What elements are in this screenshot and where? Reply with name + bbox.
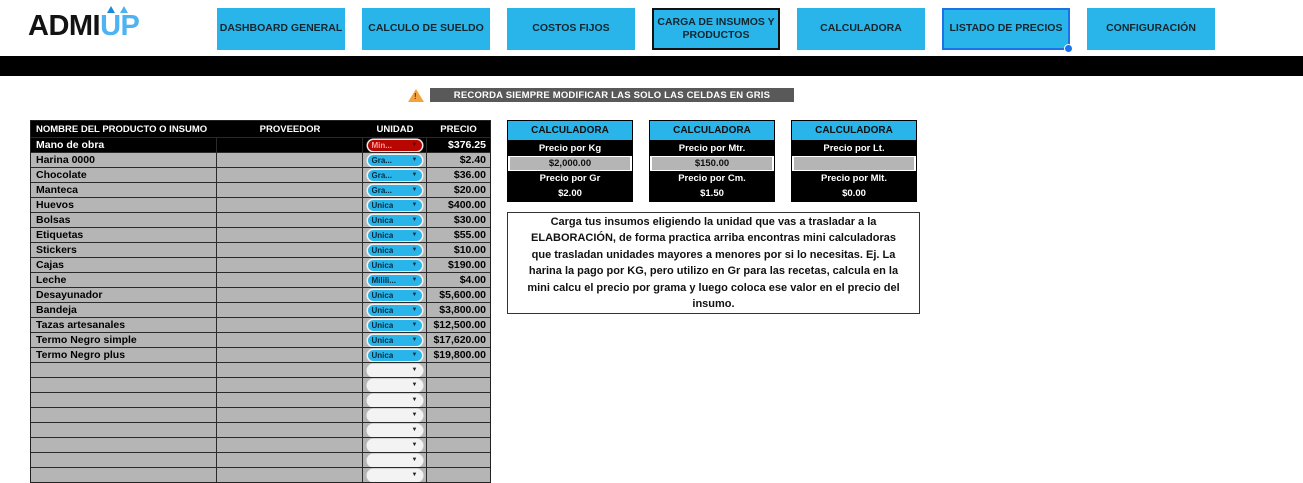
unit-dropdown[interactable] — [368, 335, 422, 346]
dropdown-arrow-icon: ▼ — [411, 322, 418, 328]
tab-label: CALCULO DE SUELDO — [368, 22, 484, 35]
product-name-cell[interactable] — [31, 453, 217, 467]
unidad-cell — [363, 168, 427, 182]
unidad-cell — [363, 318, 427, 332]
unidad-cell — [363, 408, 427, 422]
unidad-cell — [363, 393, 427, 407]
precio-cell[interactable]: $376.25 — [448, 139, 486, 151]
proveedor-cell[interactable] — [217, 138, 363, 152]
dropdown-arrow-icon: ▼ — [411, 232, 418, 238]
product-name-cell[interactable]: Termo Negro plus — [31, 348, 217, 362]
unidad-cell — [363, 423, 427, 437]
proveedor-cell[interactable] — [217, 243, 363, 257]
proveedor-cell[interactable] — [217, 183, 363, 197]
unit-dropdown-label: Gra... — [371, 185, 392, 195]
unit-dropdown-label: Unica — [371, 260, 394, 270]
table-row-empty — [31, 438, 490, 453]
proveedor-cell[interactable] — [217, 393, 363, 407]
table-row — [31, 258, 490, 273]
table-header-row — [31, 121, 490, 138]
calculator-row2-label: Precio por Mlt. — [792, 171, 916, 186]
product-name-cell[interactable]: Leche — [31, 273, 217, 287]
tab-dashboard-general[interactable] — [217, 8, 345, 50]
table-row — [31, 273, 490, 288]
unidad-cell — [363, 453, 427, 467]
column-header: UNIDAD — [376, 123, 414, 135]
calculator-row1-label: Precio por Kg — [508, 141, 632, 156]
proveedor-cell[interactable] — [217, 423, 363, 437]
product-name-cell[interactable] — [31, 438, 217, 452]
calculator-title: CALCULADORA — [508, 121, 632, 141]
header-divider-bar — [0, 56, 1303, 76]
table-row — [31, 153, 490, 168]
table-row — [31, 333, 490, 348]
unit-dropdown-label: Unica — [371, 245, 394, 255]
table-row — [31, 183, 490, 198]
unidad-cell — [363, 303, 427, 317]
unit-dropdown-label: Gra... — [371, 155, 392, 165]
proveedor-cell[interactable] — [217, 438, 363, 452]
logo-text-admi: ADMI — [28, 10, 101, 42]
proveedor-cell[interactable] — [217, 258, 363, 272]
unit-dropdown[interactable] — [368, 230, 422, 241]
tab-listado-de-precios[interactable] — [942, 8, 1070, 50]
proveedor-cell[interactable] — [217, 318, 363, 332]
unit-dropdown[interactable] — [368, 140, 422, 151]
unit-dropdown-label: Gra... — [371, 170, 392, 180]
unit-dropdown-label: Unica — [371, 335, 394, 345]
precio-cell[interactable]: $12,500.00 — [433, 319, 486, 331]
proveedor-cell[interactable] — [217, 408, 363, 422]
precio-cell[interactable]: $2.40 — [459, 154, 486, 166]
precio-cell[interactable] — [427, 408, 490, 422]
product-name-cell[interactable]: Manteca — [31, 183, 217, 197]
product-name-cell[interactable]: Stickers — [31, 243, 217, 257]
unit-dropdown[interactable] — [368, 365, 422, 376]
proveedor-cell[interactable] — [217, 198, 363, 212]
proveedor-cell[interactable] — [217, 348, 363, 362]
unidad-cell — [363, 258, 427, 272]
mini-calculator — [649, 120, 775, 202]
unit-dropdown[interactable] — [368, 290, 422, 301]
unit-dropdown[interactable] — [368, 170, 422, 181]
unit-dropdown-label: Unica — [371, 290, 394, 300]
unit-dropdown[interactable] — [368, 245, 422, 256]
calculator-row1-value[interactable]: $2,000.00 — [508, 156, 632, 171]
calculator-row1-label: Precio por Lt. — [792, 141, 916, 156]
calculator-row2-value: $0.00 — [792, 186, 916, 201]
product-name-cell[interactable] — [31, 408, 217, 422]
unit-dropdown-label: Min... — [371, 140, 392, 150]
mini-calculator — [791, 120, 917, 202]
dropdown-arrow-icon: ▼ — [411, 397, 418, 403]
product-name-cell[interactable]: Tazas artesanales — [31, 318, 217, 332]
product-name-cell[interactable]: Termo Negro simple — [31, 333, 217, 347]
instructions-box: Carga tus insumos eligiendo la unidad que vas a trasladar a la ELABORACIÓN, de forma practica arriba encontras mini calculadoras que trasladan unidades mayores a menores por si lo necesitas. Ej. La harina la pago por KG, pero utilizo en Gr para las recetas, calcula en la mini calcu el precio por grama y luego coloca ese valor en el precio del insumo. — [507, 212, 920, 314]
warning-triangle-icon: ! — [408, 89, 424, 102]
unidad-cell — [363, 273, 427, 287]
precio-cell[interactable] — [427, 438, 490, 452]
unit-dropdown-label: Unica — [371, 215, 394, 225]
dropdown-arrow-icon: ▼ — [411, 172, 418, 178]
precio-cell[interactable]: $17,620.00 — [433, 334, 486, 346]
unit-dropdown[interactable] — [368, 305, 422, 316]
dropdown-arrow-icon: ▼ — [411, 382, 418, 388]
dropdown-arrow-icon: ▼ — [411, 142, 418, 148]
tab-label: COSTOS FIJOS — [532, 22, 610, 35]
dropdown-arrow-icon: ▼ — [411, 442, 418, 448]
mini-calculators — [507, 120, 917, 202]
column-header: PRECIO — [440, 123, 477, 135]
unit-dropdown-label: Unica — [371, 305, 394, 315]
unidad-cell — [363, 213, 427, 227]
precio-cell[interactable]: $190.00 — [448, 259, 486, 271]
tab-calculadora[interactable] — [797, 8, 925, 50]
calculator-row2-label: Precio por Gr — [508, 171, 632, 186]
dropdown-arrow-icon: ▼ — [411, 337, 418, 343]
unit-dropdown-label: Unica — [371, 230, 394, 240]
up-arrow-icon — [120, 6, 128, 13]
unit-dropdown[interactable] — [368, 455, 422, 466]
tab-label: CALCULADORA — [820, 22, 902, 35]
unit-dropdown[interactable] — [368, 320, 422, 331]
calculator-row1-label: Precio por Mtr. — [650, 141, 774, 156]
unit-dropdown[interactable] — [368, 260, 422, 271]
unidad-cell — [363, 183, 427, 197]
proveedor-cell[interactable] — [217, 273, 363, 287]
tab-carga-de-insumos-y-productos[interactable] — [652, 8, 780, 50]
table-row-empty — [31, 423, 490, 438]
table-row — [31, 243, 490, 258]
table-row — [31, 228, 490, 243]
proveedor-cell[interactable] — [217, 378, 363, 392]
tab-label: LISTADO DE PRECIOS — [949, 22, 1063, 35]
table-row-empty — [31, 363, 490, 378]
unit-dropdown[interactable] — [368, 425, 422, 436]
dropdown-arrow-icon: ▼ — [411, 157, 418, 163]
unit-dropdown[interactable] — [368, 185, 422, 196]
unit-dropdown-label: Unica — [371, 200, 394, 210]
precio-cell[interactable]: $5,600.00 — [439, 289, 486, 301]
proveedor-cell[interactable] — [217, 228, 363, 242]
unit-dropdown[interactable] — [368, 215, 422, 226]
unit-dropdown[interactable] — [368, 155, 422, 166]
warning-banner — [408, 88, 794, 102]
dropdown-arrow-icon: ▼ — [411, 352, 418, 358]
tab-calculo-de-sueldo[interactable] — [362, 8, 490, 50]
precio-cell[interactable]: $55.00 — [453, 229, 486, 241]
product-name-cell[interactable]: Desayunador — [31, 288, 217, 302]
table-row — [31, 348, 490, 363]
precio-cell[interactable]: $3,800.00 — [439, 304, 486, 316]
table-row-empty — [31, 378, 490, 393]
product-name-cell[interactable]: Bolsas — [31, 213, 217, 227]
proveedor-cell[interactable] — [217, 213, 363, 227]
dropdown-arrow-icon: ▼ — [411, 187, 418, 193]
product-name-cell[interactable]: Chocolate — [31, 168, 217, 182]
dropdown-arrow-icon: ▼ — [411, 262, 418, 268]
dropdown-arrow-icon: ▼ — [411, 247, 418, 253]
product-name-cell[interactable]: Bandeja — [31, 303, 217, 317]
table-row — [31, 318, 490, 333]
precio-cell[interactable]: $36.00 — [453, 169, 486, 181]
unit-dropdown[interactable] — [368, 410, 422, 421]
precio-cell[interactable] — [427, 423, 490, 437]
proveedor-cell[interactable] — [217, 303, 363, 317]
precio-cell[interactable]: $4.00 — [459, 274, 486, 286]
unidad-cell — [363, 378, 427, 392]
precio-cell[interactable] — [427, 363, 490, 377]
unit-dropdown[interactable] — [368, 395, 422, 406]
table-row-empty — [31, 408, 490, 423]
unidad-cell — [363, 438, 427, 452]
insumos-table — [30, 120, 491, 483]
dropdown-arrow-icon: ▼ — [411, 367, 418, 373]
precio-cell[interactable] — [427, 393, 490, 407]
proveedor-cell[interactable] — [217, 333, 363, 347]
unidad-cell — [363, 243, 427, 257]
precio-cell[interactable]: $30.00 — [453, 214, 486, 226]
table-row — [31, 168, 490, 183]
unit-dropdown[interactable] — [368, 380, 422, 391]
precio-cell[interactable]: $20.00 — [453, 184, 486, 196]
precio-cell[interactable]: $400.00 — [448, 199, 486, 211]
mini-calculator — [507, 120, 633, 202]
unidad-cell — [363, 333, 427, 347]
up-arrow-icon — [107, 6, 115, 13]
unit-dropdown-label: Unica — [371, 350, 394, 360]
table-row — [31, 213, 490, 228]
table-row — [31, 198, 490, 213]
dropdown-arrow-icon: ▼ — [411, 307, 418, 313]
product-name-cell[interactable]: Huevos — [31, 198, 217, 212]
dropdown-arrow-icon: ▼ — [411, 277, 418, 283]
calculator-title: CALCULADORA — [792, 121, 916, 141]
table-row-empty — [31, 393, 490, 408]
product-name-cell[interactable]: Cajas — [31, 258, 217, 272]
proveedor-cell[interactable] — [217, 153, 363, 167]
column-header: PROVEEDOR — [259, 123, 321, 135]
calculator-row2-value: $1.50 — [650, 186, 774, 201]
unidad-cell — [363, 348, 427, 362]
unit-dropdown-label: Unica — [371, 320, 394, 330]
proveedor-cell[interactable] — [217, 168, 363, 182]
calculator-row2-value: $2.00 — [508, 186, 632, 201]
unit-dropdown[interactable] — [368, 470, 422, 481]
dropdown-arrow-icon: ▼ — [411, 472, 418, 478]
unidad-cell — [363, 153, 427, 167]
warning-text: RECORDA SIEMPRE MODIFICAR LAS SOLO LAS CELDAS EN GRIS — [430, 88, 794, 102]
calculator-title: CALCULADORA — [650, 121, 774, 141]
unidad-cell — [363, 138, 427, 152]
dropdown-arrow-icon: ▼ — [411, 217, 418, 223]
calculator-row2-label: Precio por Cm. — [650, 171, 774, 186]
proveedor-cell[interactable] — [217, 453, 363, 467]
calculator-row1-value[interactable]: $150.00 — [650, 156, 774, 171]
column-header: NOMBRE DEL PRODUCTO O INSUMO — [36, 123, 208, 135]
unidad-cell — [363, 288, 427, 302]
product-name-cell[interactable] — [31, 393, 217, 407]
precio-cell[interactable] — [427, 378, 490, 392]
table-row-empty — [31, 453, 490, 468]
precio-cell[interactable]: $10.00 — [453, 244, 486, 256]
unit-dropdown[interactable] — [368, 275, 422, 286]
table-row — [31, 303, 490, 318]
product-name-cell[interactable]: Harina 0000 — [31, 153, 217, 167]
unit-dropdown-label: Milili... — [371, 275, 396, 285]
tab-configuraci-n[interactable] — [1087, 8, 1215, 50]
product-name-cell[interactable] — [31, 363, 217, 377]
product-name-cell[interactable] — [31, 423, 217, 437]
unidad-cell — [363, 198, 427, 212]
proveedor-cell[interactable] — [217, 288, 363, 302]
unidad-cell — [363, 363, 427, 377]
product-name-cell[interactable] — [31, 378, 217, 392]
selection-handle[interactable] — [1064, 44, 1073, 53]
precio-cell[interactable] — [427, 453, 490, 467]
table-row — [31, 138, 490, 153]
dropdown-arrow-icon: ▼ — [411, 202, 418, 208]
unit-dropdown[interactable] — [368, 200, 422, 211]
unidad-cell — [363, 228, 427, 242]
tab-costos-fijos[interactable] — [507, 8, 635, 50]
admiup-logo — [28, 10, 139, 43]
product-name-cell[interactable]: Mano de obra — [31, 138, 217, 152]
proveedor-cell[interactable] — [217, 363, 363, 377]
nav-tabs — [217, 8, 1215, 50]
table-row — [31, 288, 490, 303]
precio-cell[interactable]: $19,800.00 — [433, 349, 486, 361]
logo-text-up: UP — [100, 10, 140, 42]
calculator-row1-value[interactable] — [792, 156, 916, 171]
unit-dropdown[interactable] — [368, 440, 422, 451]
tab-label: CARGA DE INSUMOS Y PRODUCTOS — [657, 15, 775, 41]
dropdown-arrow-icon: ▼ — [411, 412, 418, 418]
tab-label: DASHBOARD GENERAL — [219, 22, 343, 35]
dropdown-arrow-icon: ▼ — [411, 427, 418, 433]
product-name-cell[interactable]: Etiquetas — [31, 228, 217, 242]
tab-label: CONFIGURACIÓN — [1106, 22, 1196, 35]
unit-dropdown[interactable] — [368, 350, 422, 361]
dropdown-arrow-icon: ▼ — [411, 457, 418, 463]
dropdown-arrow-icon: ▼ — [411, 292, 418, 298]
